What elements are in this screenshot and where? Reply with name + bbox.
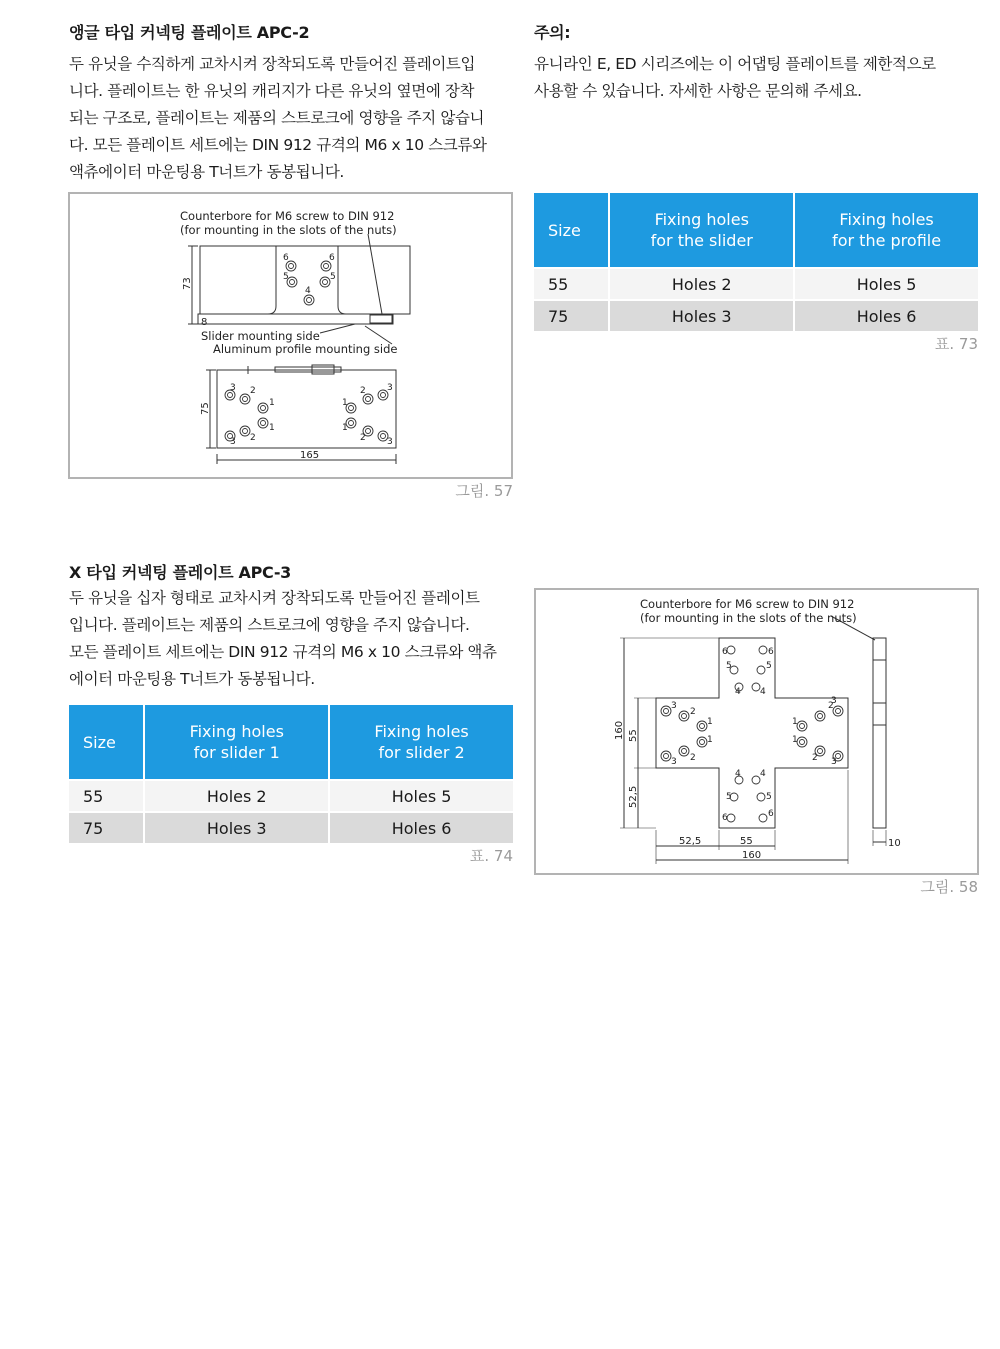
svg-text:4: 4 — [735, 769, 741, 779]
apc3-title: X 타입 커넥팅 플레이트 APC-3 — [69, 563, 292, 582]
table-header-size: Size — [534, 193, 608, 267]
apc3-description — [69, 585, 497, 693]
table-cell: 55 — [69, 779, 143, 811]
table-header-slider2-holes: Fixing holes for slider 2 — [330, 705, 513, 779]
angle-plate-drawing — [70, 194, 511, 477]
profile-side-label: Aluminum profile mounting side — [213, 342, 398, 356]
table-header-row — [534, 193, 978, 267]
svg-text:2: 2 — [690, 753, 696, 763]
table-cell: 55 — [534, 267, 608, 299]
note-line: 사용할 수 있습니다. 자세한 사항은 문의해 주세요. — [534, 82, 862, 100]
dim-8: 8 — [201, 317, 208, 328]
apc2-line: 두 유닛을 수직하게 교차시켜 장착되도록 만들어진 플레이트입 — [69, 55, 476, 73]
cross-plate-drawing — [536, 590, 977, 873]
svg-text:1: 1 — [342, 423, 348, 433]
table-row — [69, 811, 513, 843]
svg-text:1: 1 — [269, 423, 275, 433]
table-73-caption: 표. 73 — [934, 335, 978, 353]
svg-text:6: 6 — [768, 809, 774, 819]
svg-text:5: 5 — [766, 661, 772, 671]
dim-52-5: 52,5 — [679, 836, 702, 847]
svg-text:4: 4 — [760, 769, 766, 779]
svg-text:1: 1 — [792, 735, 798, 745]
svg-text:1: 1 — [342, 398, 348, 408]
table-cell: Holes 6 — [330, 811, 513, 843]
table-cell: Holes 5 — [795, 267, 978, 299]
svg-text:1: 1 — [707, 717, 713, 727]
svg-text:5: 5 — [726, 661, 732, 671]
table-cell: Holes 3 — [145, 811, 328, 843]
dim-73: 73 — [182, 277, 193, 290]
svg-text:6: 6 — [768, 647, 774, 657]
counterbore-label: Counterbore for M6 screw to DIN 912 — [180, 209, 395, 223]
svg-text:3: 3 — [831, 757, 837, 767]
svg-text:2: 2 — [360, 386, 366, 396]
table-cell: 75 — [69, 811, 143, 843]
apc3-line: 모든 플레이트 세트에는 DIN 912 규격의 M6 x 10 스크류와 액츄 — [69, 643, 497, 661]
apc2-line: 액츄에이터 마운팅용 T너트가 동봉됩니다. — [69, 163, 344, 181]
svg-text:5: 5 — [766, 792, 772, 802]
svg-text:4: 4 — [760, 687, 766, 697]
svg-text:3: 3 — [230, 383, 236, 393]
svg-text:2: 2 — [690, 707, 696, 717]
svg-text:6: 6 — [722, 813, 728, 823]
svg-text:2: 2 — [360, 433, 366, 443]
svg-text:6: 6 — [329, 253, 335, 263]
table-row — [69, 779, 513, 811]
svg-text:5: 5 — [330, 272, 336, 282]
apc2-line: 되는 구조로, 플레이트는 제품의 스트로크에 영향을 주지 않습니 — [69, 109, 485, 127]
apc3-line: 두 유닛을 십자 형태로 교차시켜 장착되도록 만들어진 플레이트 — [69, 589, 480, 607]
table-cell: Holes 6 — [795, 299, 978, 331]
table-cell: 75 — [534, 299, 608, 331]
table-header-slider1-holes: Fixing holes for slider 1 — [145, 705, 328, 779]
apc2-line: 다. 모든 플레이트 세트에는 DIN 912 규격의 M6 x 10 스크류와 — [69, 136, 487, 154]
svg-text:3: 3 — [387, 437, 393, 447]
slider-side-label: Slider mounting side — [201, 329, 320, 343]
svg-text:3: 3 — [230, 437, 236, 447]
figure-58-box — [534, 588, 979, 875]
svg-text:6: 6 — [283, 253, 289, 263]
apc3-line: 입니다. 플레이트는 제품의 스트로크에 영향을 주지 않습니다. — [69, 616, 470, 634]
apc2-title: 앵글 타입 커넥팅 플레이트 APC-2 — [69, 23, 310, 42]
svg-text:2: 2 — [250, 433, 256, 443]
table-74-caption: 표. 74 — [469, 847, 513, 865]
dim-52-5-vertical: 52,5 — [628, 785, 639, 808]
svg-text:3: 3 — [831, 696, 837, 706]
note-description — [534, 51, 936, 105]
svg-text:2: 2 — [812, 753, 818, 763]
dim-55-vertical: 55 — [628, 729, 639, 742]
svg-text:1: 1 — [792, 717, 798, 727]
table-73 — [532, 193, 980, 331]
dim-10: 10 — [888, 838, 901, 849]
table-header-size: Size — [69, 705, 143, 779]
svg-text:3: 3 — [387, 383, 393, 393]
apc3-line: 에이터 마운팅용 T너트가 동봉됩니다. — [69, 670, 315, 688]
dim-160: 160 — [742, 850, 762, 861]
svg-text:4: 4 — [735, 687, 741, 697]
counterbore-label-sub: (for mounting in the slots of the nuts) — [180, 223, 397, 237]
note-title: 주의: — [534, 23, 571, 42]
svg-text:5: 5 — [283, 272, 289, 282]
figure-57-box — [68, 192, 513, 479]
table-cell: Holes 2 — [610, 267, 793, 299]
table-header-profile-holes: Fixing holes for the profile — [795, 193, 978, 267]
svg-text:2: 2 — [250, 386, 256, 396]
apc2-description — [69, 51, 487, 186]
svg-text:1: 1 — [269, 398, 275, 408]
svg-text:2: 2 — [828, 701, 834, 711]
table-row — [534, 267, 978, 299]
svg-text:1: 1 — [707, 735, 713, 745]
counterbore-label: Counterbore for M6 screw to DIN 912 — [640, 597, 855, 611]
dim-165: 165 — [300, 450, 320, 461]
table-cell: Holes 2 — [145, 779, 328, 811]
svg-text:4: 4 — [305, 286, 311, 296]
apc2-line: 니다. 플레이트는 한 유닛의 캐리지가 다른 유닛의 옆면에 장착 — [69, 82, 475, 100]
dim-75: 75 — [200, 402, 211, 415]
figure-58-caption: 그림. 58 — [920, 878, 978, 896]
svg-text:5: 5 — [726, 792, 732, 802]
figure-57-caption: 그림. 57 — [455, 482, 513, 500]
dim-160-vertical: 160 — [614, 720, 625, 740]
table-row — [534, 299, 978, 331]
svg-text:3: 3 — [671, 701, 677, 711]
table-74 — [67, 705, 515, 843]
table-header-slider-holes: Fixing holes for the slider — [610, 193, 793, 267]
table-cell: Holes 3 — [610, 299, 793, 331]
counterbore-label-sub: (for mounting in the slots of the nuts) — [640, 611, 857, 625]
svg-text:6: 6 — [722, 647, 728, 657]
table-cell: Holes 5 — [330, 779, 513, 811]
table-header-row — [69, 705, 513, 779]
svg-text:3: 3 — [671, 757, 677, 767]
note-line: 유니라인 E, ED 시리즈에는 이 어댑팅 플레이트를 제한적으로 — [534, 55, 936, 73]
dim-55: 55 — [740, 836, 753, 847]
